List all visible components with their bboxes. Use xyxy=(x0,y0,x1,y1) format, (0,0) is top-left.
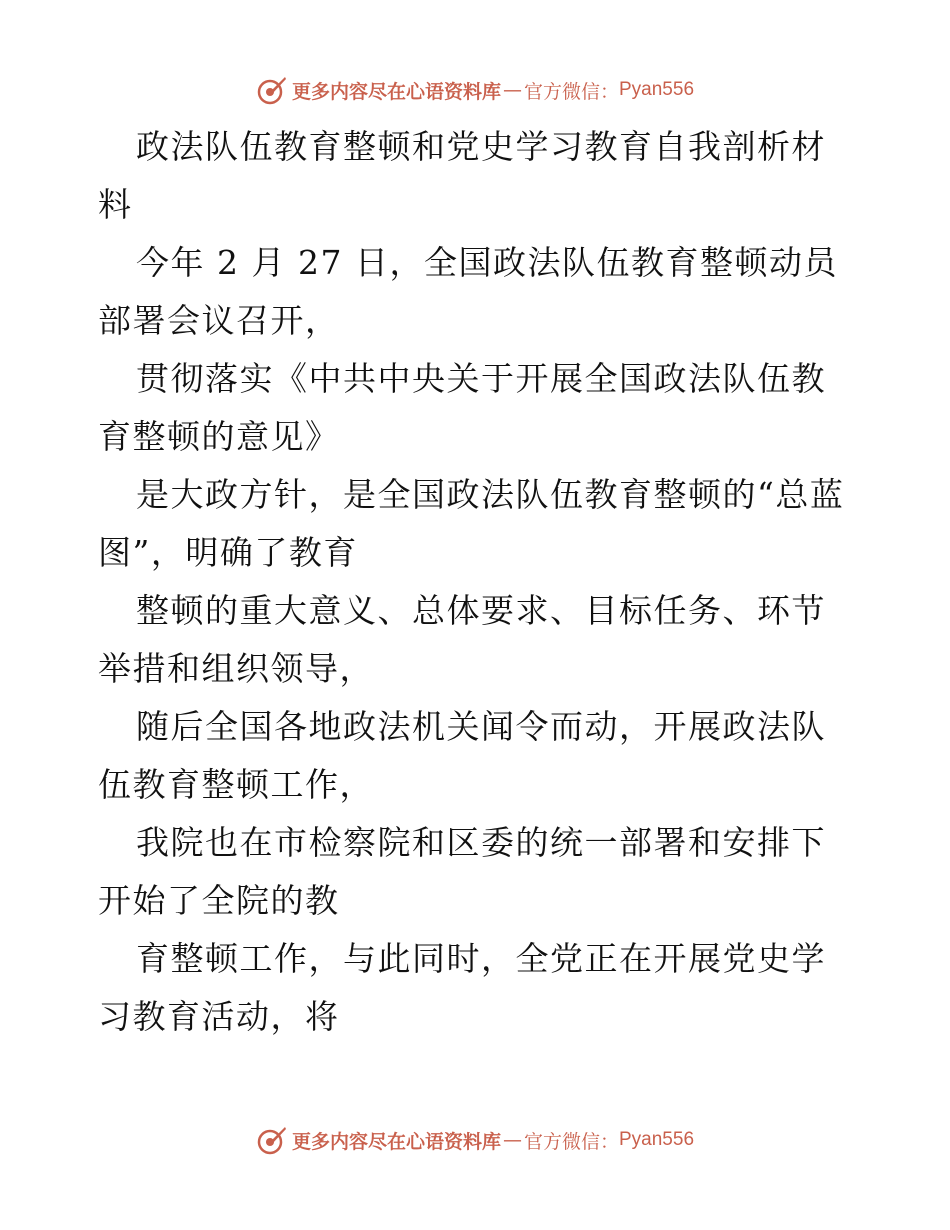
banner-wechat-label: 官方微信： xyxy=(523,1130,619,1153)
quill-logo-icon xyxy=(256,74,288,106)
banner-separator: — xyxy=(502,79,522,101)
quill-logo-icon xyxy=(256,1124,288,1156)
footer-banner xyxy=(0,1120,950,1160)
document-title: 政法队伍教育整顿和党史学习教育自我剖析材料 xyxy=(98,127,826,224)
banner-separator: — xyxy=(502,1129,522,1151)
paragraph: 整顿的重大意义、总体要求、目标任务、环节举措和组织领导， xyxy=(98,591,826,688)
banner-slogan: 更多内容尽在心语资料库 xyxy=(291,80,501,103)
paragraph: 是大政方针，是全国政法队伍教育整顿的“总蓝图”，明确了教育 xyxy=(98,475,845,572)
banner-slogan: 更多内容尽在心语资料库 xyxy=(291,1130,501,1153)
document-body xyxy=(98,118,854,1046)
banner-wechat-id: Pyan556 xyxy=(619,1129,695,1150)
paragraph: 育整顿工作，与此同时，全党正在开展党史学习教育活动，将 xyxy=(98,939,826,1036)
paragraph: 今年 2 月 27 日，全国政法队伍教育整顿动员部署会议召开， xyxy=(98,243,838,340)
header-banner xyxy=(0,70,950,110)
banner-wechat-label: 官方微信： xyxy=(523,80,619,103)
paragraph: 贯彻落实《中共中央关于开展全国政法队伍教育整顿的意见》 xyxy=(98,359,826,456)
paragraph: 我院也在市检察院和区委的统一部署和安排下开始了全院的教 xyxy=(98,823,826,920)
banner-wechat-id: Pyan556 xyxy=(619,79,695,100)
paragraph: 随后全国各地政法机关闻令而动，开展政法队伍教育整顿工作， xyxy=(98,707,826,804)
